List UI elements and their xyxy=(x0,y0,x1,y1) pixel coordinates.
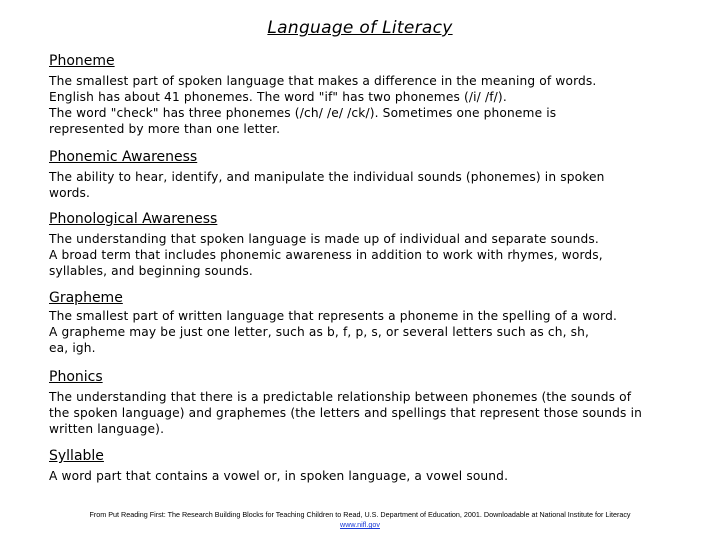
definition-line: The ability to hear, identify, and manipulate the individual sounds (phonemes) in spoken xyxy=(49,170,605,184)
definition-line: words. xyxy=(49,186,91,200)
term-heading-phoneme: Phoneme xyxy=(49,53,115,69)
term-heading-phonemic-awareness: Phonemic Awareness xyxy=(49,149,198,165)
term-heading-phonological-awareness: Phonological Awareness xyxy=(49,211,218,227)
definition-line: English has about 41 phonemes. The word "if" has two phonemes (/i/ /f/). xyxy=(49,90,507,104)
term-heading-phonics: Phonics xyxy=(49,369,103,385)
definition-line: written language). xyxy=(49,422,165,436)
definition-phonics xyxy=(49,389,699,437)
definition-line: The word "check" has three phonemes (/ch/ /e/ /ck/). Sometimes one phoneme is xyxy=(49,106,557,120)
definition-grapheme xyxy=(49,308,699,356)
definition-line: The understanding that there is a predictable relationship between phonemes (the sounds of xyxy=(49,390,632,404)
source-link[interactable]: www.nifl.gov xyxy=(340,520,380,529)
definition-line: The smallest part of written language that represents a phoneme in the spelling of a word. xyxy=(49,309,618,323)
citation-footer xyxy=(0,510,720,530)
definition-phoneme xyxy=(49,73,699,137)
definition-line: The smallest part of spoken language that makes a difference in the meaning of words. xyxy=(49,74,597,88)
definition-line: The understanding that spoken language is made up of individual and separate sounds. xyxy=(49,232,599,246)
definition-phonemic-awareness xyxy=(49,169,699,201)
term-heading-syllable: Syllable xyxy=(49,448,104,464)
definition-line: A broad term that includes phonemic awareness in addition to work with rhymes, words, xyxy=(49,248,603,262)
definition-line: ea, igh. xyxy=(49,341,96,355)
definition-line: the spoken language) and graphemes (the letters and spellings that represent those sounds in xyxy=(49,406,642,420)
definition-phonological-awareness xyxy=(49,231,699,279)
definition-line: represented by more than one letter. xyxy=(49,122,281,136)
page-title: Language of Literacy xyxy=(267,18,453,38)
definition-syllable xyxy=(49,468,699,484)
definition-line: A word part that contains a vowel or, in spoken language, a vowel sound. xyxy=(49,469,509,483)
definition-line: A grapheme may be just one letter, such as b, f, p, s, or several letters such as ch, sh, xyxy=(49,325,590,339)
definition-line: syllables, and beginning sounds. xyxy=(49,264,253,278)
term-heading-grapheme: Grapheme xyxy=(49,290,123,306)
citation-text: From Put Reading First: The Research Building Blocks for Teaching Children to Read, U.S. Department of Education, 2001. Downloadable at National Institute for Literacy xyxy=(89,510,631,519)
